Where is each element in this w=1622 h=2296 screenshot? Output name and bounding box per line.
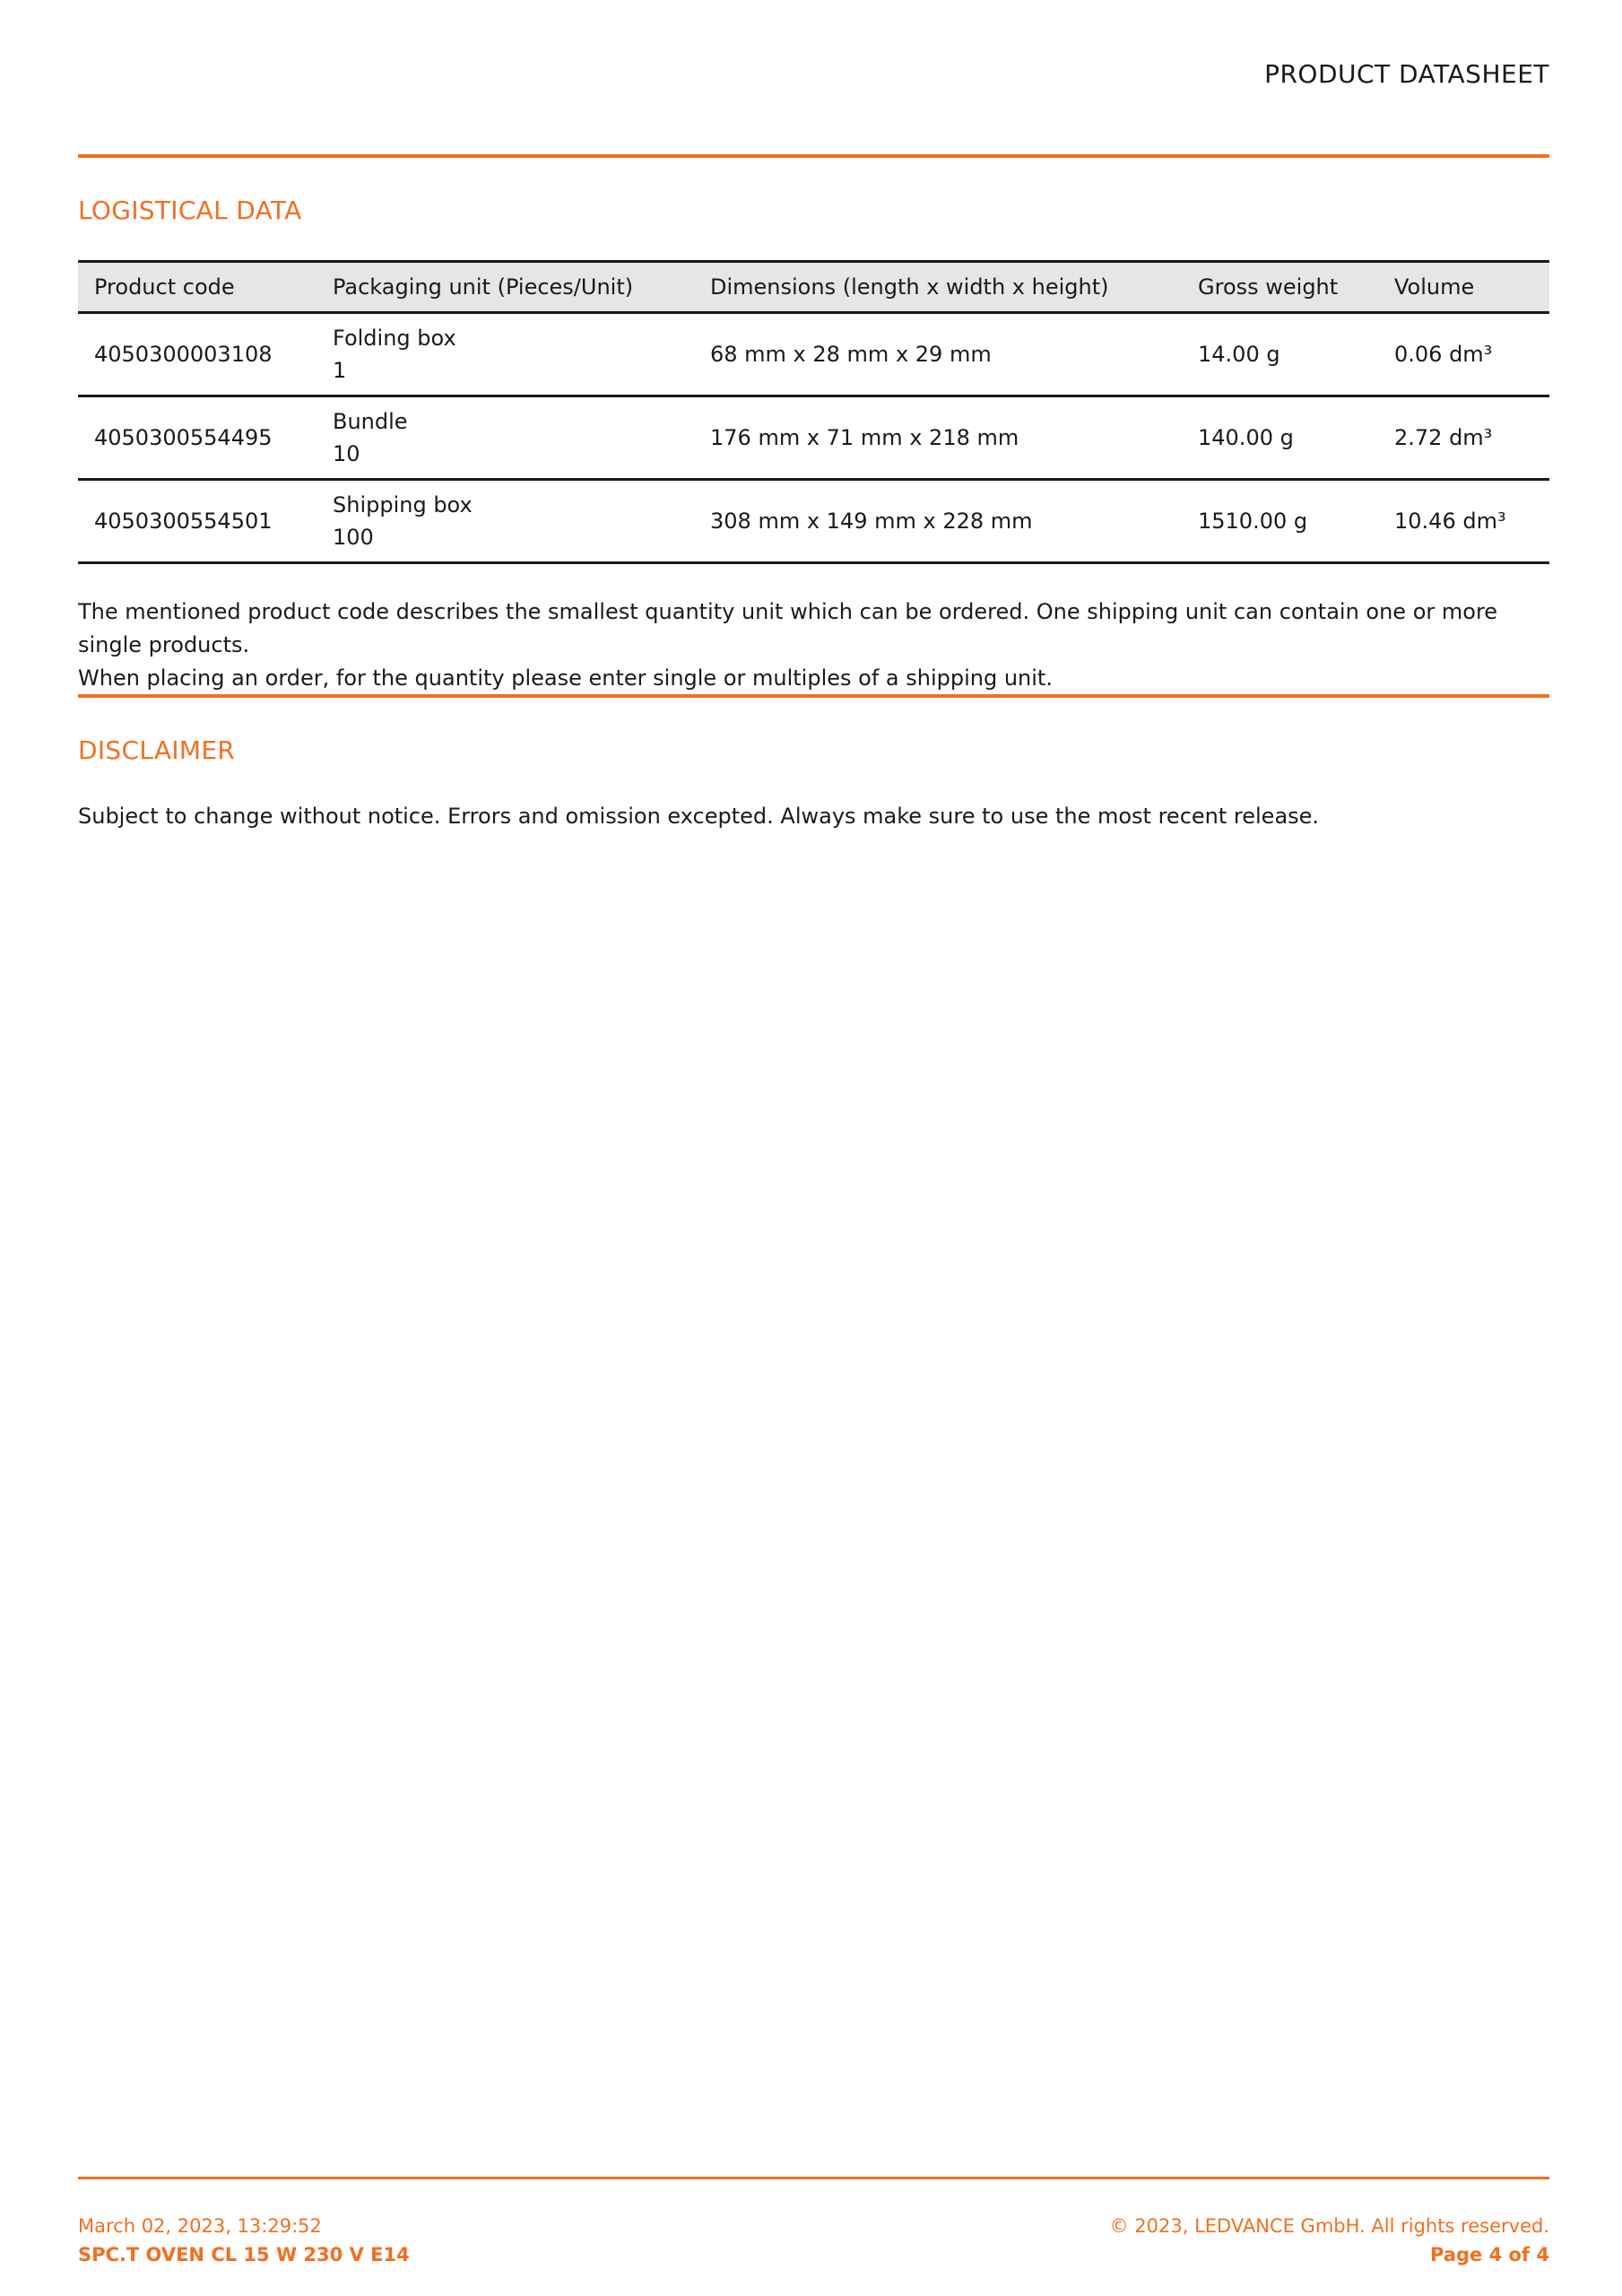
cell-dimensions: 308 mm x 149 mm x 228 mm xyxy=(694,480,1182,563)
column-header-gross-weight: Gross weight xyxy=(1182,262,1378,313)
cell-product-code: 4050300554495 xyxy=(78,396,317,480)
table-row xyxy=(78,313,1549,396)
packaging-quantity: 10 xyxy=(333,441,360,466)
footer-copyright: © 2023, LEDVANCE GmbH. All rights reserved. xyxy=(1109,2215,1549,2237)
footer-page-number: Page 4 of 4 xyxy=(1430,2244,1549,2266)
logistics-note-line-2: When placing an order, for the quantity please enter single or multiples of a shipping unit. xyxy=(78,665,1053,691)
packaging-type: Folding box xyxy=(333,326,456,351)
table-row xyxy=(78,396,1549,480)
cell-dimensions: 68 mm x 28 mm x 29 mm xyxy=(694,313,1182,396)
table-row xyxy=(78,480,1549,563)
column-header-packaging-unit: Packaging unit (Pieces/Unit) xyxy=(317,262,694,313)
disclaimer-heading: DISCLAIMER xyxy=(78,735,236,765)
page-footer xyxy=(78,2212,1549,2269)
footer-timestamp: March 02, 2023, 13:29:52 xyxy=(78,2215,322,2237)
section-divider-disclaimer xyxy=(78,694,1549,698)
cell-volume: 2.72 dm³ xyxy=(1378,396,1549,480)
column-header-product-code: Product code xyxy=(78,262,317,313)
document-type-title: PRODUCT DATASHEET xyxy=(1264,59,1549,89)
cell-gross-weight: 14.00 g xyxy=(1182,313,1378,396)
disclaimer-text: Subject to change without notice. Errors and omission excepted. Always make sure to use the most recent release. xyxy=(78,804,1320,829)
logistics-table xyxy=(78,260,1549,564)
cell-packaging-unit xyxy=(317,480,694,563)
cell-volume: 10.46 dm³ xyxy=(1378,480,1549,563)
cell-dimensions: 176 mm x 71 mm x 218 mm xyxy=(694,396,1182,480)
logistics-heading: LOGISTICAL DATA xyxy=(78,196,302,225)
packaging-quantity: 100 xyxy=(333,525,374,550)
cell-packaging-unit xyxy=(317,396,694,480)
footer-divider xyxy=(78,2177,1549,2179)
packaging-type: Shipping box xyxy=(333,492,473,517)
cell-gross-weight: 140.00 g xyxy=(1182,396,1378,480)
logistics-note xyxy=(78,596,1557,695)
section-divider-top xyxy=(78,154,1549,158)
packaging-quantity: 1 xyxy=(333,358,347,383)
cell-product-code: 4050300003108 xyxy=(78,313,317,396)
cell-product-code: 4050300554501 xyxy=(78,480,317,563)
packaging-type: Bundle xyxy=(333,409,408,434)
cell-volume: 0.06 dm³ xyxy=(1378,313,1549,396)
table-header-row xyxy=(78,262,1549,313)
column-header-volume: Volume xyxy=(1378,262,1549,313)
footer-product-name: SPC.T OVEN CL 15 W 230 V E14 xyxy=(78,2244,410,2266)
cell-packaging-unit xyxy=(317,313,694,396)
logistics-note-line-1: The mentioned product code describes the smallest quantity unit which can be ordered. One shipping unit can contain one or more single products. xyxy=(78,599,1498,657)
cell-gross-weight: 1510.00 g xyxy=(1182,480,1378,563)
column-header-dimensions: Dimensions (length x width x height) xyxy=(694,262,1182,313)
